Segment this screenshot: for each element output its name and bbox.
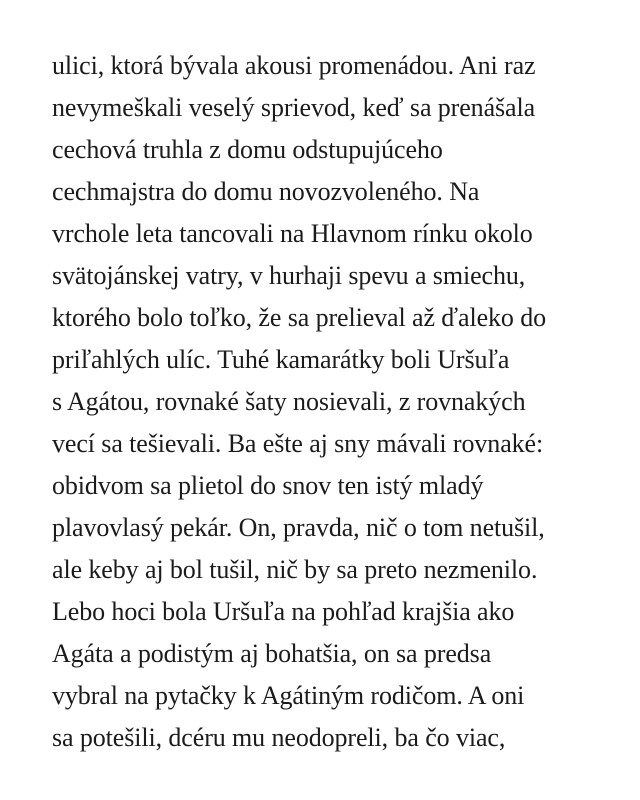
text-line: priľahlých ulíc. Tuhé kamarátky boli Uršuľa xyxy=(52,345,510,374)
body-text xyxy=(52,45,612,759)
text-line: ulici, ktorá bývala akousi promenádou. Ani raz xyxy=(52,51,536,80)
text-line: s Agátou, rovnaké šaty nosievali, z rovnakých xyxy=(52,387,526,416)
text-line: vrchole leta tancovali na Hlavnom rínku okolo xyxy=(52,219,533,248)
text-line: ktorého bolo toľko, že sa prelieval až ďaleko do xyxy=(52,303,547,332)
text-line: obidvom sa plietol do snov ten istý mladý xyxy=(52,471,484,500)
text-line: Lebo hoci bola Uršuľa na pohľad krajšia ako xyxy=(52,597,515,626)
text-line: vybral na pytačky k Agátiným rodičom. A oni xyxy=(52,681,525,710)
text-line: ale keby aj bol tušil, nič by sa preto nezmenilo. xyxy=(52,555,538,584)
text-line: Agáta a podistým aj bohatšia, on sa predsa xyxy=(52,639,492,668)
text-line: sa potešili, dcéru mu neodopreli, ba čo viac, xyxy=(52,723,506,752)
text-line: plavovlasý pekár. On, pravda, nič o tom netušil, xyxy=(52,513,545,542)
text-line: cechmajstra do domu novozvoleného. Na xyxy=(52,177,480,206)
text-line: vecí sa tešievali. Ba ešte aj sny mávali rovnaké: xyxy=(52,429,544,458)
text-line: svätojánskej vatry, v hurhaji spevu a smiechu, xyxy=(52,261,526,290)
text-line: cechová truhla z domu odstupujúceho xyxy=(52,135,443,164)
text-line: nevymeškali veselý sprievod, keď sa prenášala xyxy=(52,93,536,122)
